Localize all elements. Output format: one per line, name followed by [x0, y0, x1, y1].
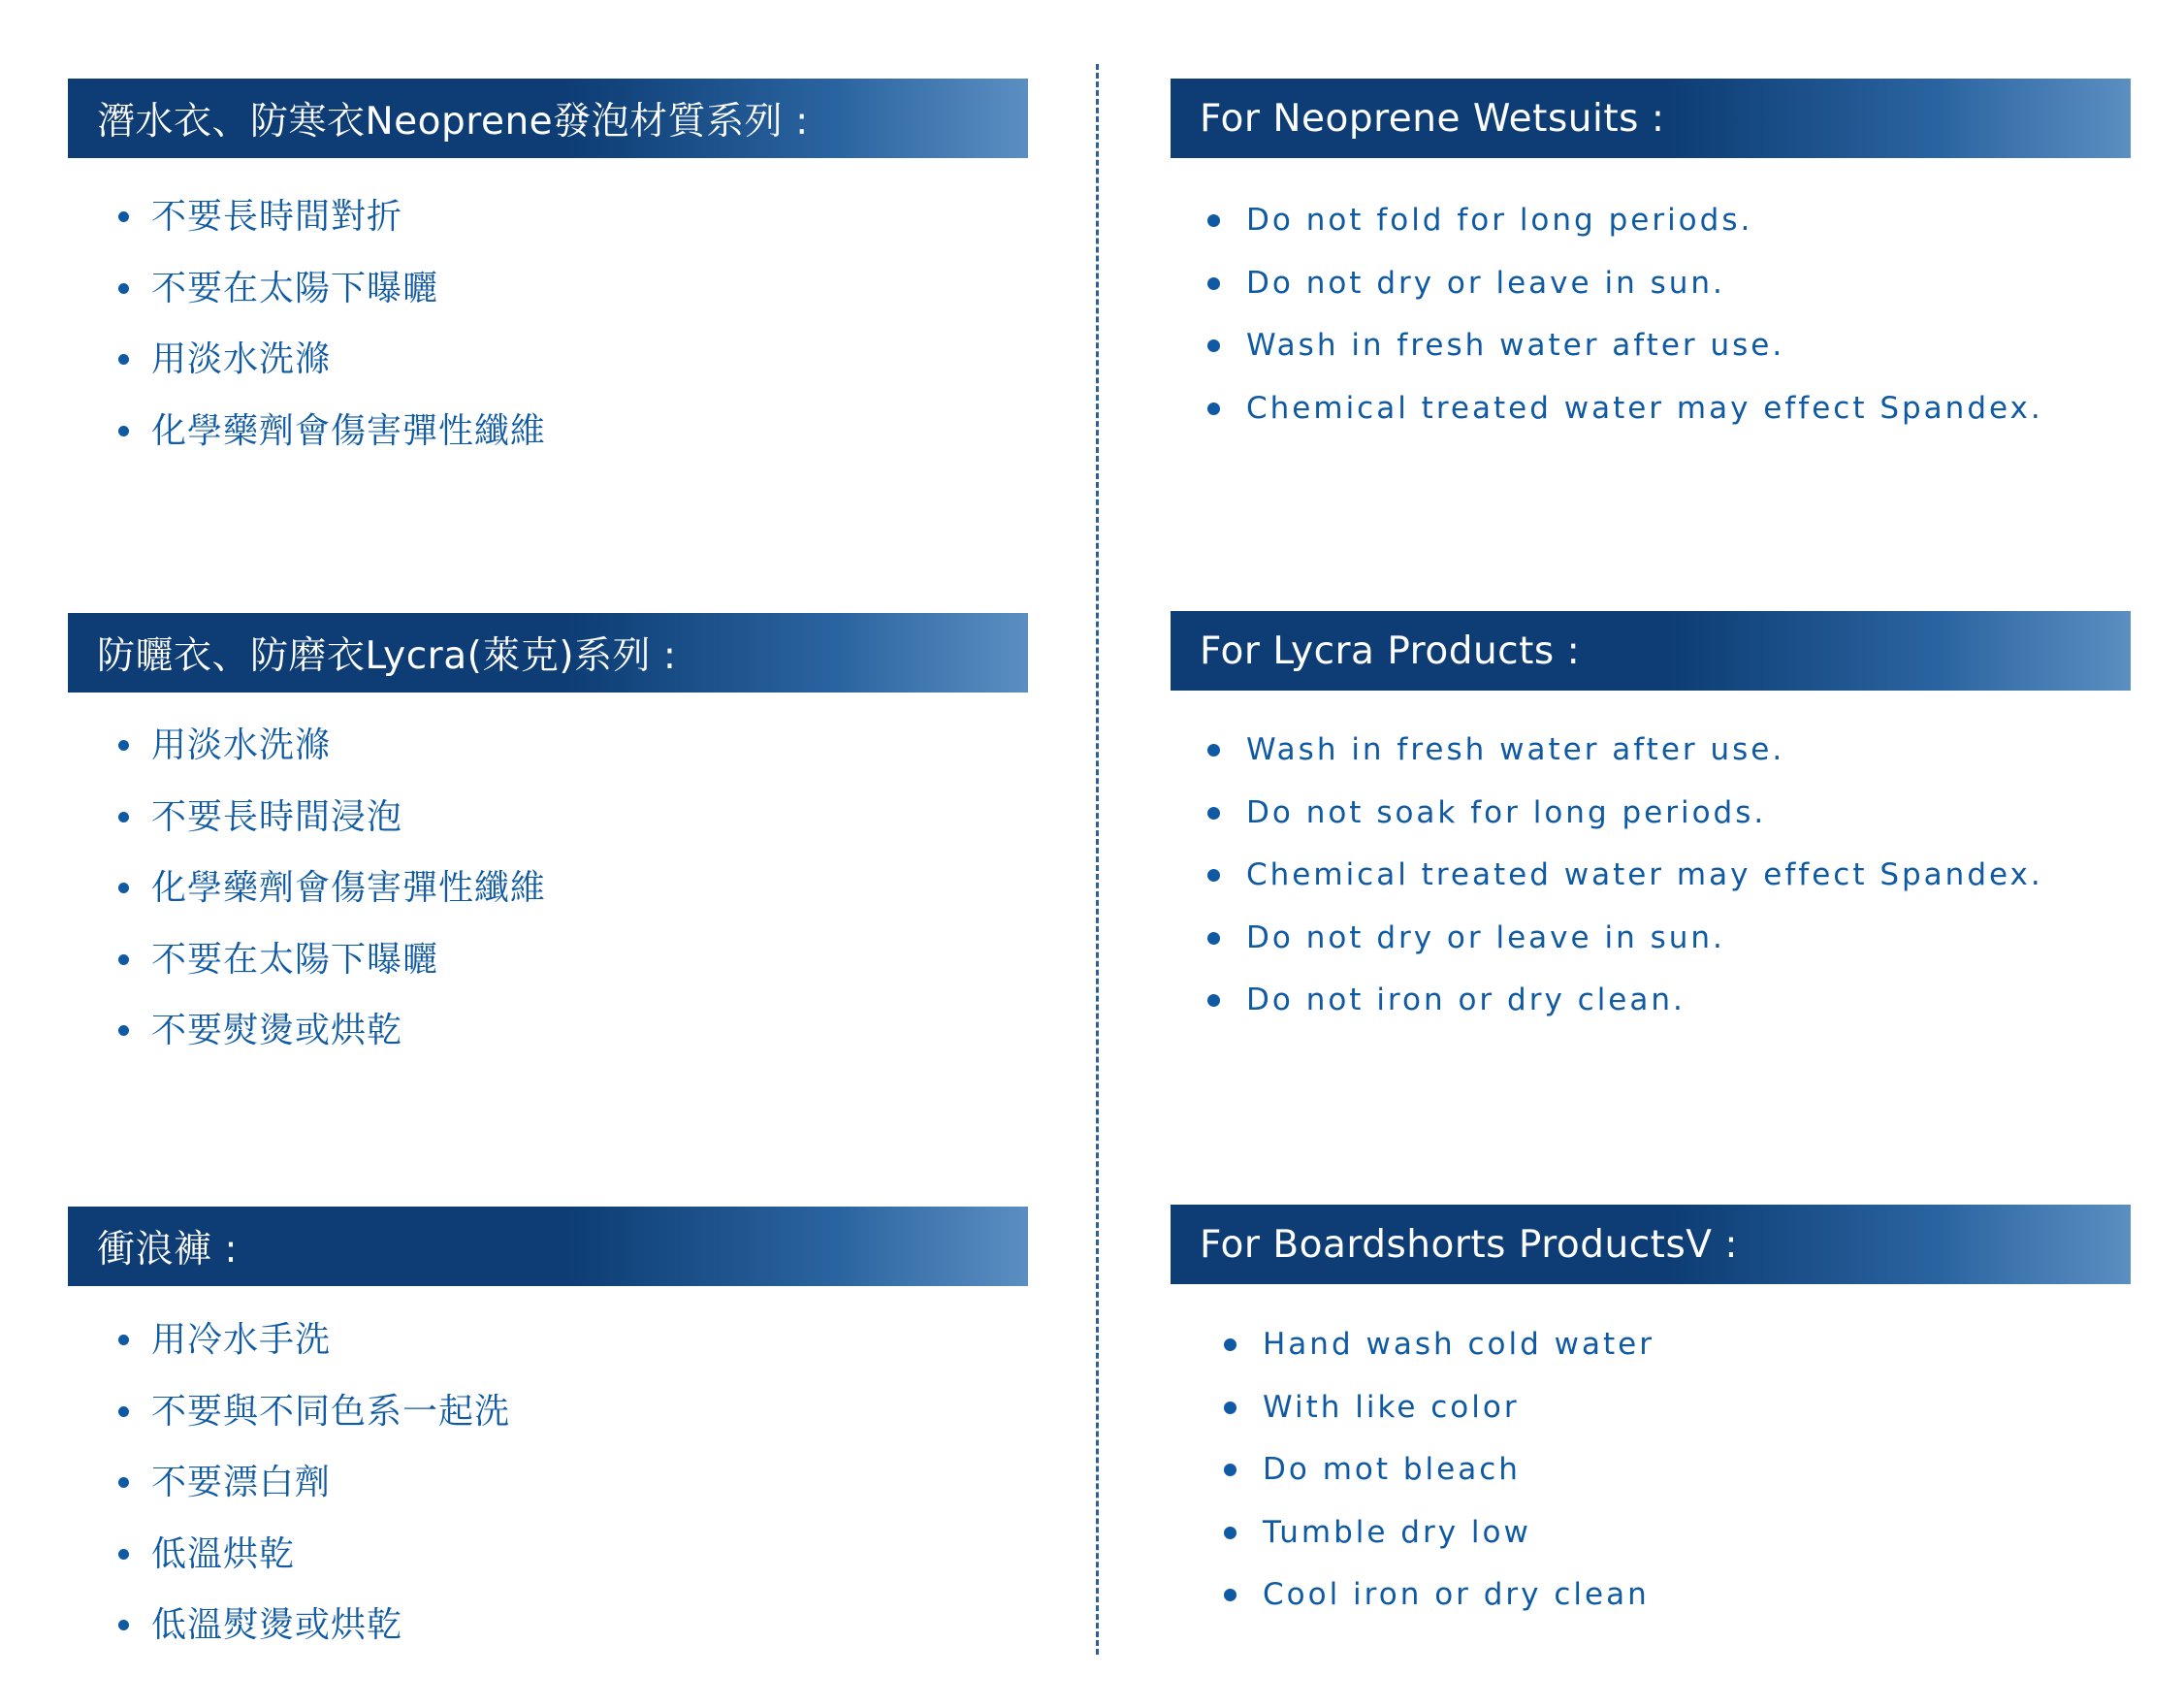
list-item: Do not soak for long periods.	[1246, 793, 2131, 856]
bullet-icon	[1207, 214, 1220, 227]
bullet-icon	[118, 1620, 129, 1630]
list-item: 不要與不同色系一起洗	[151, 1388, 1028, 1460]
bullet-icon	[118, 1025, 129, 1036]
bullet-icon	[1224, 1527, 1237, 1539]
list-item: With like color	[1263, 1388, 2131, 1451]
list-item: 化學藥劑會傷害彈性纖維	[151, 407, 1028, 479]
section-header: 衝浪褲 :	[68, 1207, 1028, 1286]
list-item: Do not dry or leave in sun.	[1246, 264, 2131, 327]
bullet-icon	[118, 211, 129, 222]
list-item: 不要在太陽下曝曬	[151, 265, 1028, 337]
bullet-icon	[118, 1549, 129, 1560]
section-neoprene-zh	[68, 79, 1028, 478]
bullet-icon	[1207, 277, 1220, 290]
list-item: 不要長時間對折	[151, 193, 1028, 265]
section-header: For Neoprene Wetsuits :	[1171, 79, 2131, 158]
care-list	[1171, 730, 2131, 1044]
list-item: 不要長時間浸泡	[151, 793, 1028, 865]
bullet-icon	[1207, 807, 1220, 820]
list-item: 低溫熨燙或烘乾	[151, 1601, 1028, 1673]
section-lycra-en	[1171, 611, 2131, 1044]
section-header: 潛水衣、防寒衣Neoprene發泡材質系列 :	[68, 79, 1028, 158]
bullet-icon	[118, 354, 129, 365]
list-item: Cool iron or dry clean	[1263, 1575, 2131, 1638]
bullet-icon	[118, 1406, 129, 1417]
bullet-icon	[118, 426, 129, 436]
section-header: For Lycra Products :	[1171, 611, 2131, 691]
section-header: For Boardshorts ProductsV :	[1171, 1205, 2131, 1284]
bullet-icon	[118, 1335, 129, 1345]
list-item: Hand wash cold water	[1263, 1325, 2131, 1388]
bullet-icon	[1207, 869, 1220, 882]
section-boardshorts-en	[1171, 1205, 2131, 1638]
care-list	[68, 193, 1028, 478]
care-list	[1171, 201, 2131, 451]
bullet-icon	[118, 812, 129, 822]
list-item: 不要漂白劑	[151, 1459, 1028, 1531]
list-item: 用冷水手洗	[151, 1316, 1028, 1388]
bullet-icon	[1224, 1589, 1237, 1601]
center-dashed-divider	[1096, 64, 1099, 1655]
section-neoprene-en	[1171, 79, 2131, 451]
list-item: 不要在太陽下曝曬	[151, 936, 1028, 1008]
bullet-icon	[1224, 1402, 1237, 1414]
bullet-icon	[1224, 1464, 1237, 1476]
bullet-icon	[118, 740, 129, 751]
bullet-icon	[118, 883, 129, 893]
bullet-icon	[1207, 994, 1220, 1007]
section-boardshorts-zh	[68, 1207, 1028, 1673]
list-item: Do not fold for long periods.	[1246, 201, 2131, 264]
bullet-icon	[118, 954, 129, 965]
list-item: Do mot bleach	[1263, 1450, 2131, 1513]
list-item: 低溫烘乾	[151, 1531, 1028, 1602]
list-item: 用淡水洗滌	[151, 722, 1028, 793]
bullet-icon	[1224, 1338, 1237, 1351]
list-item: 不要熨燙或烘乾	[151, 1007, 1028, 1079]
bullet-icon	[1207, 744, 1220, 757]
care-list	[68, 1316, 1028, 1673]
list-item: Chemical treated water may effect Spandex.	[1246, 389, 2131, 452]
care-list	[68, 722, 1028, 1079]
bullet-icon	[118, 1477, 129, 1488]
bullet-icon	[1207, 932, 1220, 945]
list-item: Tumble dry low	[1263, 1513, 2131, 1576]
section-header: 防曬衣、防磨衣Lycra(萊克)系列 :	[68, 613, 1028, 693]
bullet-icon	[1207, 403, 1220, 415]
section-lycra-zh	[68, 613, 1028, 1079]
bullet-icon	[1207, 339, 1220, 352]
care-list	[1171, 1325, 2131, 1638]
list-item: Wash in fresh water after use.	[1246, 326, 2131, 389]
bullet-icon	[118, 283, 129, 294]
list-item: Chemical treated water may effect Spandex.	[1246, 855, 2131, 918]
list-item: Do not dry or leave in sun.	[1246, 918, 2131, 982]
list-item: Do not iron or dry clean.	[1246, 981, 2131, 1044]
list-item: 用淡水洗滌	[151, 336, 1028, 407]
list-item: Wash in fresh water after use.	[1246, 730, 2131, 793]
list-item: 化學藥劑會傷害彈性纖維	[151, 864, 1028, 936]
